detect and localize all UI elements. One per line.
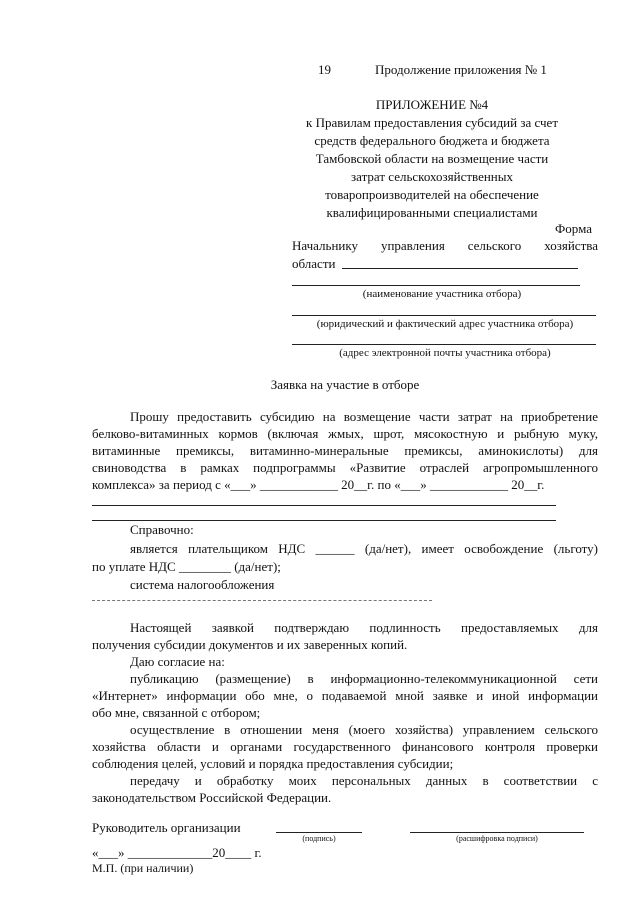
participant-address-line xyxy=(292,315,596,316)
addressee-word: хозяйства xyxy=(544,238,598,253)
consent-publication: «Интернет» информации обо мне, о подаваемой мной заявке и иной информации xyxy=(92,688,598,703)
reference-label: Справочно: xyxy=(130,522,194,537)
signature-date: «___» _____________20____ г. xyxy=(92,845,262,860)
request-line: Прошу предоставить субсидию на возмещение части затрат на приобретение xyxy=(130,409,598,424)
blank-line xyxy=(92,520,556,521)
signature-caption: (подпись) xyxy=(302,834,336,843)
appendix-line: затрат сельскохозяйственных xyxy=(351,169,513,184)
request-period-line: комплекса» за период с «___» ____________ 20__г. по «___» ____________ 20__г. xyxy=(92,477,545,492)
consent-control: хозяйства области и органами государственного финансового контроля проверки xyxy=(92,739,598,754)
consent-personal-data: законодательством Российской Федерации. xyxy=(92,790,332,805)
appendix-line: товаропроизводителей на обеспечение xyxy=(325,187,539,202)
confirm-line: получения субсидии документов и их заверенных копий. xyxy=(92,637,408,652)
region-fill-line xyxy=(342,268,578,269)
page-number: 19 xyxy=(318,62,331,77)
participant-email-caption: (адрес электронной почты участника отбора) xyxy=(339,347,551,359)
document-title: Заявка на участие в отборе xyxy=(270,377,420,392)
consent-personal-data: передачу и обработку моих персональных данных в соответствии с xyxy=(130,773,598,788)
signature-decode-caption: (расшифровка подписи) xyxy=(456,834,538,843)
stamp-note: М.П. (при наличии) xyxy=(92,861,194,875)
participant-email-line xyxy=(292,344,596,345)
vat-line: является плательщиком НДС ______ (да/нет), имеет освобождение (льготу) xyxy=(130,541,598,556)
form-label: Форма xyxy=(555,221,592,236)
tax-system-fill-line xyxy=(92,600,432,601)
tax-system-label: система налогообложения xyxy=(130,577,275,592)
head-label: Руководитель организации xyxy=(92,820,241,835)
appendix-line: квалифицированными специалистами xyxy=(326,205,538,220)
request-line: свиноводства в рамках подпрограммы «Развитие отраслей агропромышленного xyxy=(92,460,598,475)
confirm-line: Настоящей заявкой подтверждаю подлинность предоставляемых для xyxy=(130,620,598,635)
signature-decode-line xyxy=(410,832,584,833)
request-line: белково-витаминных кормов (включая жмых, шрот, мясокостную и рыбную муку, xyxy=(92,426,598,441)
addressee-word: сельского xyxy=(467,238,522,253)
participant-name-line xyxy=(292,285,580,286)
signature-line xyxy=(276,832,362,833)
participant-name-caption: (наименование участника отбора) xyxy=(362,288,522,300)
addressee-line xyxy=(292,238,598,254)
addressee-word: управления xyxy=(380,238,445,253)
vat-line: по уплате НДС ________ (да/нет); xyxy=(92,559,281,574)
addressee-word: Начальнику xyxy=(292,238,359,253)
consent-control: осуществление в отношении меня (моего хозяйства) управлением сельского xyxy=(130,722,598,737)
participant-address-caption: (юридический и фактический адрес участника отбора) xyxy=(316,318,574,330)
appendix-title: ПРИЛОЖЕНИЕ №4 xyxy=(375,97,489,112)
continuation-note: Продолжение приложения № 1 xyxy=(375,62,547,77)
consent-publication: обо мне, связанной с отбором; xyxy=(92,705,261,720)
appendix-line: Тамбовской области на возмещение части xyxy=(315,151,549,166)
addressee-region-label: области xyxy=(292,256,336,271)
appendix-line: к Правилам предоставления субсидий за счет xyxy=(306,115,558,130)
consent-control: соблюдения целей, условий и порядка предоставления субсидии; xyxy=(92,756,454,771)
request-line: витаминные премиксы, витаминно-минеральные премиксы, аминокислоты) для xyxy=(92,443,598,458)
consent-publication: публикацию (размещение) в информационно-телекоммуникационной сети xyxy=(130,671,598,686)
consent-label: Даю согласие на: xyxy=(130,654,225,669)
blank-line xyxy=(92,505,556,506)
appendix-line: средств федерального бюджета и бюджета xyxy=(314,133,550,148)
